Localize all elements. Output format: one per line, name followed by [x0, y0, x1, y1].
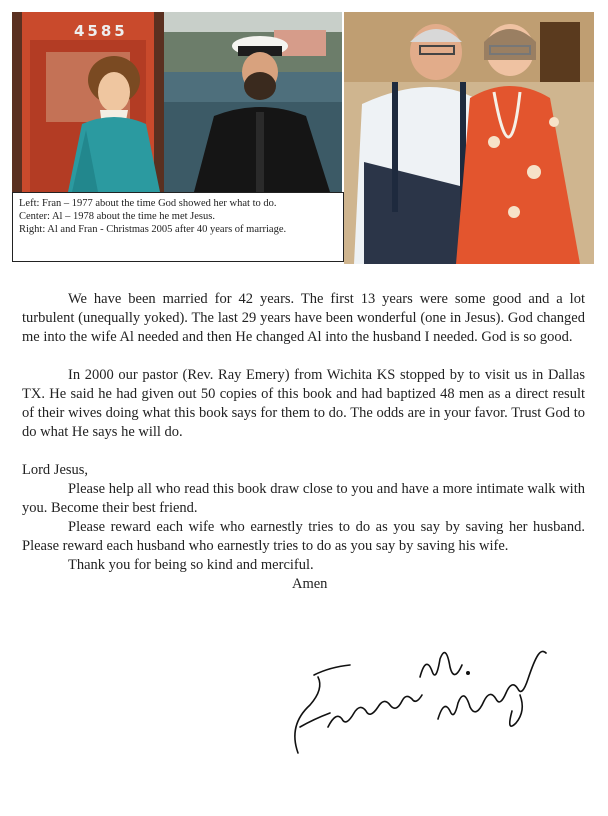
prayer-line-2: Please reward each wife who earnestly tries to do as you say by saving her husband. Please reward each husband who earnestly tries to do as you say by saving his wife.	[22, 519, 585, 554]
caption-left: Left: Fran – 1977 about the time God showed her what to do.	[19, 198, 277, 209]
photo-al-fran-2005	[344, 12, 594, 264]
prayer-salutation: Lord Jesus,	[22, 462, 89, 478]
photo-al-1978	[164, 12, 342, 192]
prayer-closing: Amen	[292, 576, 328, 592]
paragraph-pastor: In 2000 our pastor (Rev. Ray Emery) from Wichita KS stopped by to visit us in Dallas TX. He said he had given out 50 copies of this book and had baptized 48 men as a direct result of their wives doing what this book says for them to do. The odds are in your favor. Trust God to do what He says he will do.	[22, 367, 585, 440]
photo-al-1978-image	[164, 12, 342, 192]
caption-right: Right: Al and Fran - Christmas 2005 after 40 years of marriage.	[19, 224, 287, 235]
caption-center: Center: Al – 1978 about the time he met Jesus.	[19, 211, 215, 222]
handwritten-signature	[280, 615, 555, 765]
photo-al-fran-2005-image	[344, 12, 594, 264]
door-number: 4585	[74, 22, 128, 40]
photo-fran-1977	[12, 12, 164, 192]
prayer-line-1: Please help all who read this book draw close to you and have a more intimate walk with you. Become their best friend.	[22, 481, 585, 516]
prayer-line-3: Thank you for being so kind and merciful.	[68, 557, 314, 573]
photo-caption	[12, 192, 344, 262]
paragraph-marriage: We have been married for 42 years. The first 13 years were some good and a lot turbulent (unequally yoked). The last 29 years have been wonderful (one in Jesus). God changed me into the wife Al needed and then He changed Al into the husband I needed. God is so good.	[22, 291, 585, 345]
letter-body	[22, 290, 585, 594]
